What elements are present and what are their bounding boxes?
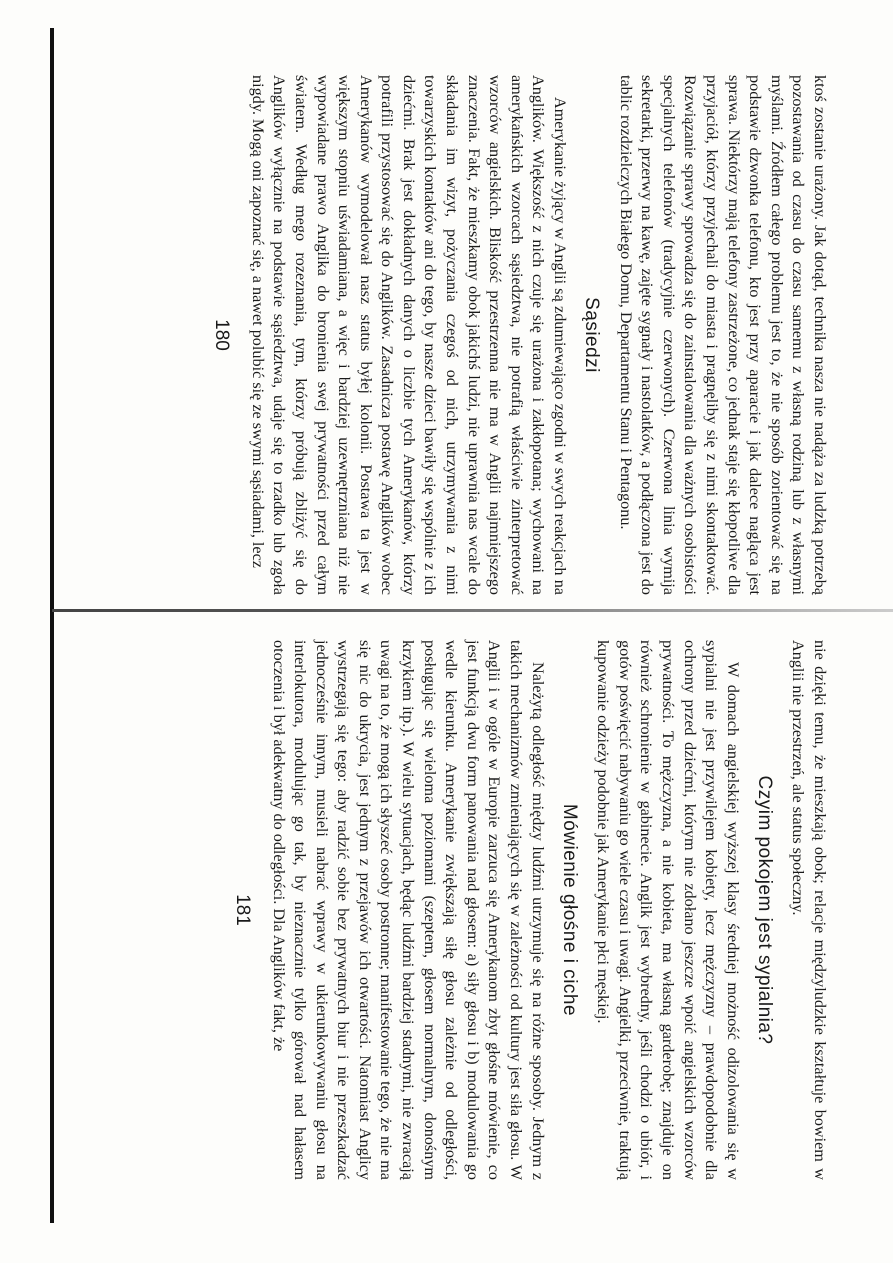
page-number-181: 181 [231,894,253,926]
section-heading-sypialnia: Czyim pokojem jest sypialnia? [753,775,775,1045]
page-180-paragraph-2: Amerykanie żyjący w Anglii są zdumiewająco zgodni w swych reakcjach na Anglików. Większość z nich czuje się urażona i zakłopotana; wychowani na amerykańskich wzorcach sąsiedztwa, nie potrafią właściwie zinterpretować wzorców angielskich. Bliskość przestrzenna nie ma w Anglii najmniejszego znaczenia. Fakt, że mieszkamy obok jakichś ludzi, nie uprawnia nas wcale do składania im wizyt, pożyczania czegoś od nich, utrzymywania z nimi towarzyskich kontaktów ani do tego, by nasze dzieci bawiły się wspólnie z ich dziećmi. Brak jest dokładnych danych o liczbie tych Amerykanów, którzy potrafili przystosować się do Anglików. Zasadnicza postawę Anglików wobec Amerykanów wymodelował nasz status byłej kolonii. Postawa ta jest w większym stopniu uświadamiana, a więc i bardziej uzewnętrzniana niż nie wypowiadane prawo Anglika do bronienia swej prywatności przed całym światem. Według mego rozeznania, tym, którzy próbują zbliżyć się do Anglików wyłącznie na podstawie sąsiedztwa, udaje się to rzadko lub zgoła nigdy. Mogą oni zapoznać się, a nawet polubić się ze swymi sąsiadami, lecz [248,75,570,595]
binding-edge [50,28,54,1223]
section-heading-sasiedzi: Sąsiedzi [581,297,603,373]
page-number-180: 180 [211,319,233,351]
page-180 [100,75,830,595]
page-181-paragraph-1: nie dzięki temu, że mieszkają obok; relacje międzyludzkie kształtuje bowiem w Anglii nie przestrzeń, ale status społeczny. [789,640,829,1180]
page-181-paragraph-3: Należytą odległość między ludźmi utrzymuje się na różne sposoby. Jednym z takich mechanizmów zmieniających się w zależności od kultury jest siła głosu. W Anglii i w ogóle w Europie zarzuca się Amerykanom zbyt głośne mówienie, co jest funkcją dwu form panowania nad głosem: a) siły głosu i b) modulowania go wedle kierunku. Amerykanie zwiększają siłę głosu zależnie od odległości, posługując się wieloma poziomami (szeptem, głosem normalnym, donośnym krzykiem itp.). W wielu sytuacjach, będąc ludźmi bardziej stadnymi, nie zwracają uwagi na to, że mogą ich słyszeć osoby postronne; manifestowanie tego, że nie ma się nic do ukrycia, jest jednym z przejawów ich otwartości. Natomiast Anglicy wystrzegają się tego: aby radzić sobie bez prywatnych biur i nie przeszkadzać jednocześnie innym, musieli nabrać wprawy w ukierunkowywaniu głosu na interlokutora, modulując go tak, by nieznacznie tylko górował nad hałasem otoczenia i był adekwatny do odległości. Dla Anglików fakt, że [269,640,547,1180]
section-heading-mowienie: Mówienie głośne i ciche [558,803,580,1017]
page-181 [100,640,830,1180]
page-181-paragraph-2: W domach angielskiej wyższej klasy średniej możność odizolowania się w sypialni nie jest przywilejem kobiety, lecz mężczyzny – prawdopodobnie dla ochrony przed dziećmi, którym nie zdołano jeszcze wpoić angielskich wzorców prywatności. To mężczyzna, a nie kobieta, ma własną garderobę; znajduje on również schronienie w gabinecie. Anglik jest wybredny, jeśli chodzi o ubiór, i gotów poświęcić nabywaniu go wiele czasu i uwagi. Angielki, przeciwnie, traktują kupowanie odzieży podobnie jak Amerykanie płci męskiej. [594,640,742,1180]
page-180-paragraph-1: ktoś zostanie urażony. Jak dotąd, technika nasza nie nadąża za ludzką potrzebą pozostawania od czasu do czasu samemu z własną rodziną lub z własnymi myślami. Źródłem całego problemu jest to, że nie sposób zorientować się na podstawie dzwonka telefonu, kto jest przy aparacie i jak dalece nagląca jest sprawa. Niektórzy mają telefony zastrzeżone, co jednak staje się kłopotliwe dla przyjaciół, którzy przyjechali do miasta i pragnęliby się z nimi skontaktować. Rozwiązanie sprawy sprowadza się do zainstalowania dla ważnych osobistości specjalnych telefonów (tradycyjnie czerwonych). Czerwona linia wymija sekretarki, przerwy na kawę, zajęte sygnały i nastolatków, a podłączona jest do tablic rozdzielczych Białego Domu, Departamentu Stanu i Pentagonu. [616,75,829,595]
page-fold-line [52,609,893,612]
